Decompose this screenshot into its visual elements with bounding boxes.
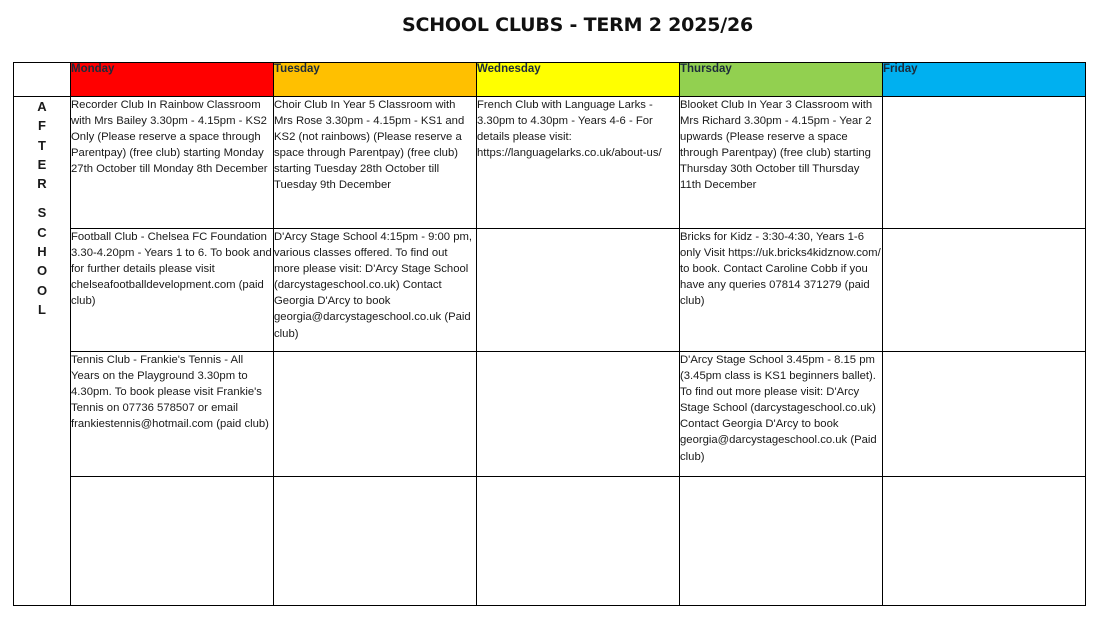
day-header-tuesday: Tuesday xyxy=(274,63,477,97)
club-cell xyxy=(680,477,883,606)
vertical-letter: T xyxy=(38,137,46,153)
club-cell xyxy=(274,352,477,477)
club-cell: Tennis Club - Frankie's Tennis - All Years on the Playground 3.30pm to 4.30pm. To book please visit Frankie's Tennis on 07736 578507 or email frankiestennis@hotmail.com (paid club) xyxy=(71,352,274,477)
club-cell: Recorder Club In Rainbow Classroom with Mrs Bailey 3.30pm - 4.15pm - KS2 Only (Please reserve a space through Parentpay) (free club) starting Monday 27th October till Monday 8th December xyxy=(71,97,274,229)
club-cell xyxy=(883,477,1086,606)
club-cell: D'Arcy Stage School 3.45pm - 8.15 pm (3.45pm class is KS1 beginners ballet). To find out more please visit: D'Arcy Stage School (darcystageschool.co.uk) Contact Georgia D'Arcy to book georgia@darcystageschool.co.uk (Paid club) xyxy=(680,352,883,477)
vertical-letter: H xyxy=(37,244,47,260)
club-cell xyxy=(71,477,274,606)
day-header-wednesday: Wednesday xyxy=(477,63,680,97)
table-row xyxy=(14,352,1086,477)
vertical-letter: R xyxy=(37,176,47,192)
club-cell: French Club with Language Larks - 3.30pm to 4.30pm - Years 4-6 - For details please visit: https://languagelarks.co.uk/about-us/ xyxy=(477,97,680,229)
club-cell xyxy=(274,477,477,606)
day-header-friday: Friday xyxy=(883,63,1086,97)
club-cell xyxy=(883,352,1086,477)
side-header-blank xyxy=(14,63,71,97)
after-school-vertical-text xyxy=(32,97,52,319)
vertical-letter: F xyxy=(38,118,46,134)
vertical-letter: C xyxy=(37,224,47,240)
club-cell xyxy=(477,352,680,477)
table-row xyxy=(14,97,1086,229)
club-cell: Blooket Club In Year 3 Classroom with Mrs Richard 3.30pm - 4.15pm - Year 2 upwards (Please reserve a space through Parentpay) (free club) starting Thursday 30th October till Thursday 11th December xyxy=(680,97,883,229)
table-row xyxy=(14,477,1086,606)
vertical-letter: O xyxy=(36,263,48,279)
vertical-letter: L xyxy=(38,301,46,317)
club-cell xyxy=(477,477,680,606)
club-cell: Choir Club In Year 5 Classroom with Mrs Rose 3.30pm - 4.15pm - KS1 and KS2 (not rainbows) (Please reserve a space through Parentpay) (free club) starting Tuesday 28th October till Tuesday 9th December xyxy=(274,97,477,229)
club-cell: Football Club - Chelsea FC Foundation 3.30-4.20pm - Years 1 to 6. To book and for further details please visit chelseafootballdevelopment.com (paid club) xyxy=(71,229,274,352)
clubs-timetable xyxy=(13,62,1086,606)
table-row xyxy=(14,229,1086,352)
vertical-letter: A xyxy=(37,99,47,114)
club-cell: Bricks for Kidz - 3:30-4:30, Years 1-6 only Visit https://uk.bricks4kidznow.com/ to book. Contact Caroline Cobb if you have any queries 07814 371279 (paid club) xyxy=(680,229,883,352)
page-title: SCHOOL CLUBS - TERM 2 2025/26 xyxy=(401,14,754,36)
day-header-row xyxy=(14,63,1086,97)
after-school-label xyxy=(14,97,71,606)
day-header-monday: Monday xyxy=(71,63,274,97)
club-cell xyxy=(883,97,1086,229)
vertical-letter: O xyxy=(36,282,48,298)
day-header-thursday: Thursday xyxy=(680,63,883,97)
vertical-letter: E xyxy=(37,156,47,172)
club-cell: D'Arcy Stage School 4:15pm - 9:00 pm, various classes offered. To find out more please visit: D'Arcy Stage School (darcystageschool.co.uk) Contact Georgia D'Arcy to book georgia@darcystageschool.co.uk (Paid club) xyxy=(274,229,477,352)
club-cell xyxy=(477,229,680,352)
vertical-letter: S xyxy=(37,205,47,221)
letter-gap xyxy=(32,193,52,203)
club-cell xyxy=(883,229,1086,352)
